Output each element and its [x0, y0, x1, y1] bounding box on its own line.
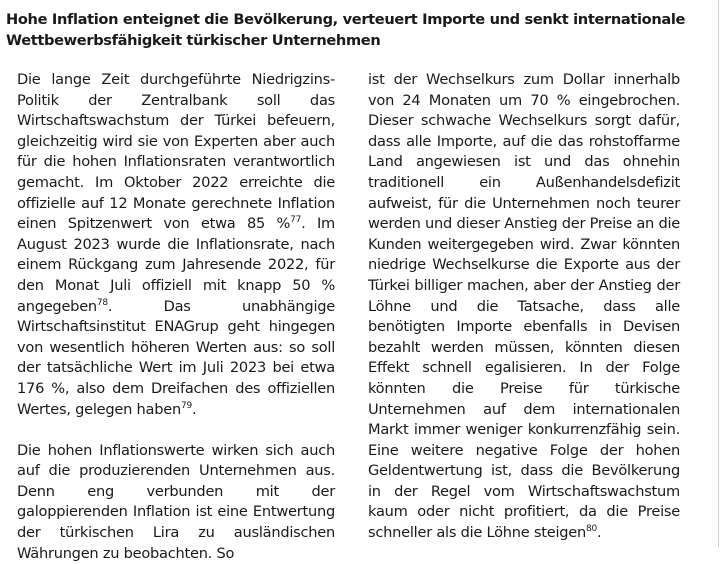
footnote-ref-78[interactable]: 78	[96, 297, 108, 308]
left-paragraph-1	[17, 70, 335, 420]
section-heading: Hohe Inflation enteignet die Bevölkerung, verteuert Importe und senkt internationale Wettbewerbsfähigkeit türkischer Unternehmen	[6, 11, 686, 49]
paragraph-text: .	[596, 524, 602, 542]
left-paragraph-2: Die hohen Inflationswerte wirken sich auch auf die produzierenden Unternehmen aus. Denn eng verbunden mit der galoppierenden Inflation ist eine Entwertung der türkischen Lira zu ausländischen Währungen zu beobachten. So	[17, 441, 335, 562]
page-edge-rule	[718, 0, 719, 547]
paragraph-text: ist der Wechselkurs zum Dollar innerhalb von 24 Monaten um 70 % eingebrochen. Dieser schwache Wechselkurs sorgt dafür, dass alle Importe, auf die das rohstoffarme Land angewiesen ist und das ohnehin traditionell ein Außenhandelsdefizit aufweist, für die Unternehmen noch teurer werden und dieser Anstieg der Preise an die Kunden weitergegeben wird. Zwar könnten niedrige Wechselkurse die Exporte aus der Türkei billiger machen, aber der Anstieg der Löhne und die Tatsache, dass alle benötigten Importe ebenfalls in Devisen bezahlt werden müssen, könnten diesen Effekt schnell egalisieren. In der Folge könnten die Preise für türkische Unternehmen auf dem internationalen Markt immer weniger konkurrenzfähig sein. Eine weitere negative Folge der hohen Geldentwertung ist, dass die Bevölkerung in der Regel vom Wirtschaftswachstum kaum oder nicht profitiert, da die Preise schneller als die Löhne steigen	[368, 71, 680, 542]
paragraph-text: .	[191, 400, 197, 418]
footnote-ref-79[interactable]: 79	[180, 400, 192, 411]
footnote-ref-77[interactable]: 77	[290, 215, 302, 226]
paragraph-text: Die lange Zeit durchgeführte Niedrigzins-Politik der Zentralbank soll das Wirtschaftswachstum der Türkei befeuern, gleichzeitig wird sie von Experten aber auch für die hohen Inflationsraten verantwortlich gemacht. Im Oktober 2022 erreichte die offizielle auf 12 Monate gerechnete Inflation einen Spitzenwert von etwa 85 %	[17, 71, 335, 233]
right-paragraph-1	[368, 70, 680, 544]
left-column	[17, 70, 335, 564]
footnote-ref-80[interactable]: 80	[586, 524, 597, 535]
right-column	[368, 70, 680, 544]
paragraph-text: . Das unabhängige Wirtschaftsinstitut ENAGrup geht hingegen von wesentlich höheren Werten aus: so soll der tatsächliche Wert im Juli 2023 bei etwa 176 %, also dem Dreifachen des offiziellen Wertes, gelegen haben	[17, 297, 335, 418]
paragraph-text: . Im August 2023 wurde die Inflationsrate, nach einem Rückgang zum Jahresende 2022, für den Monat Juli offiziell mit knapp 50 % angegeben	[17, 215, 335, 315]
